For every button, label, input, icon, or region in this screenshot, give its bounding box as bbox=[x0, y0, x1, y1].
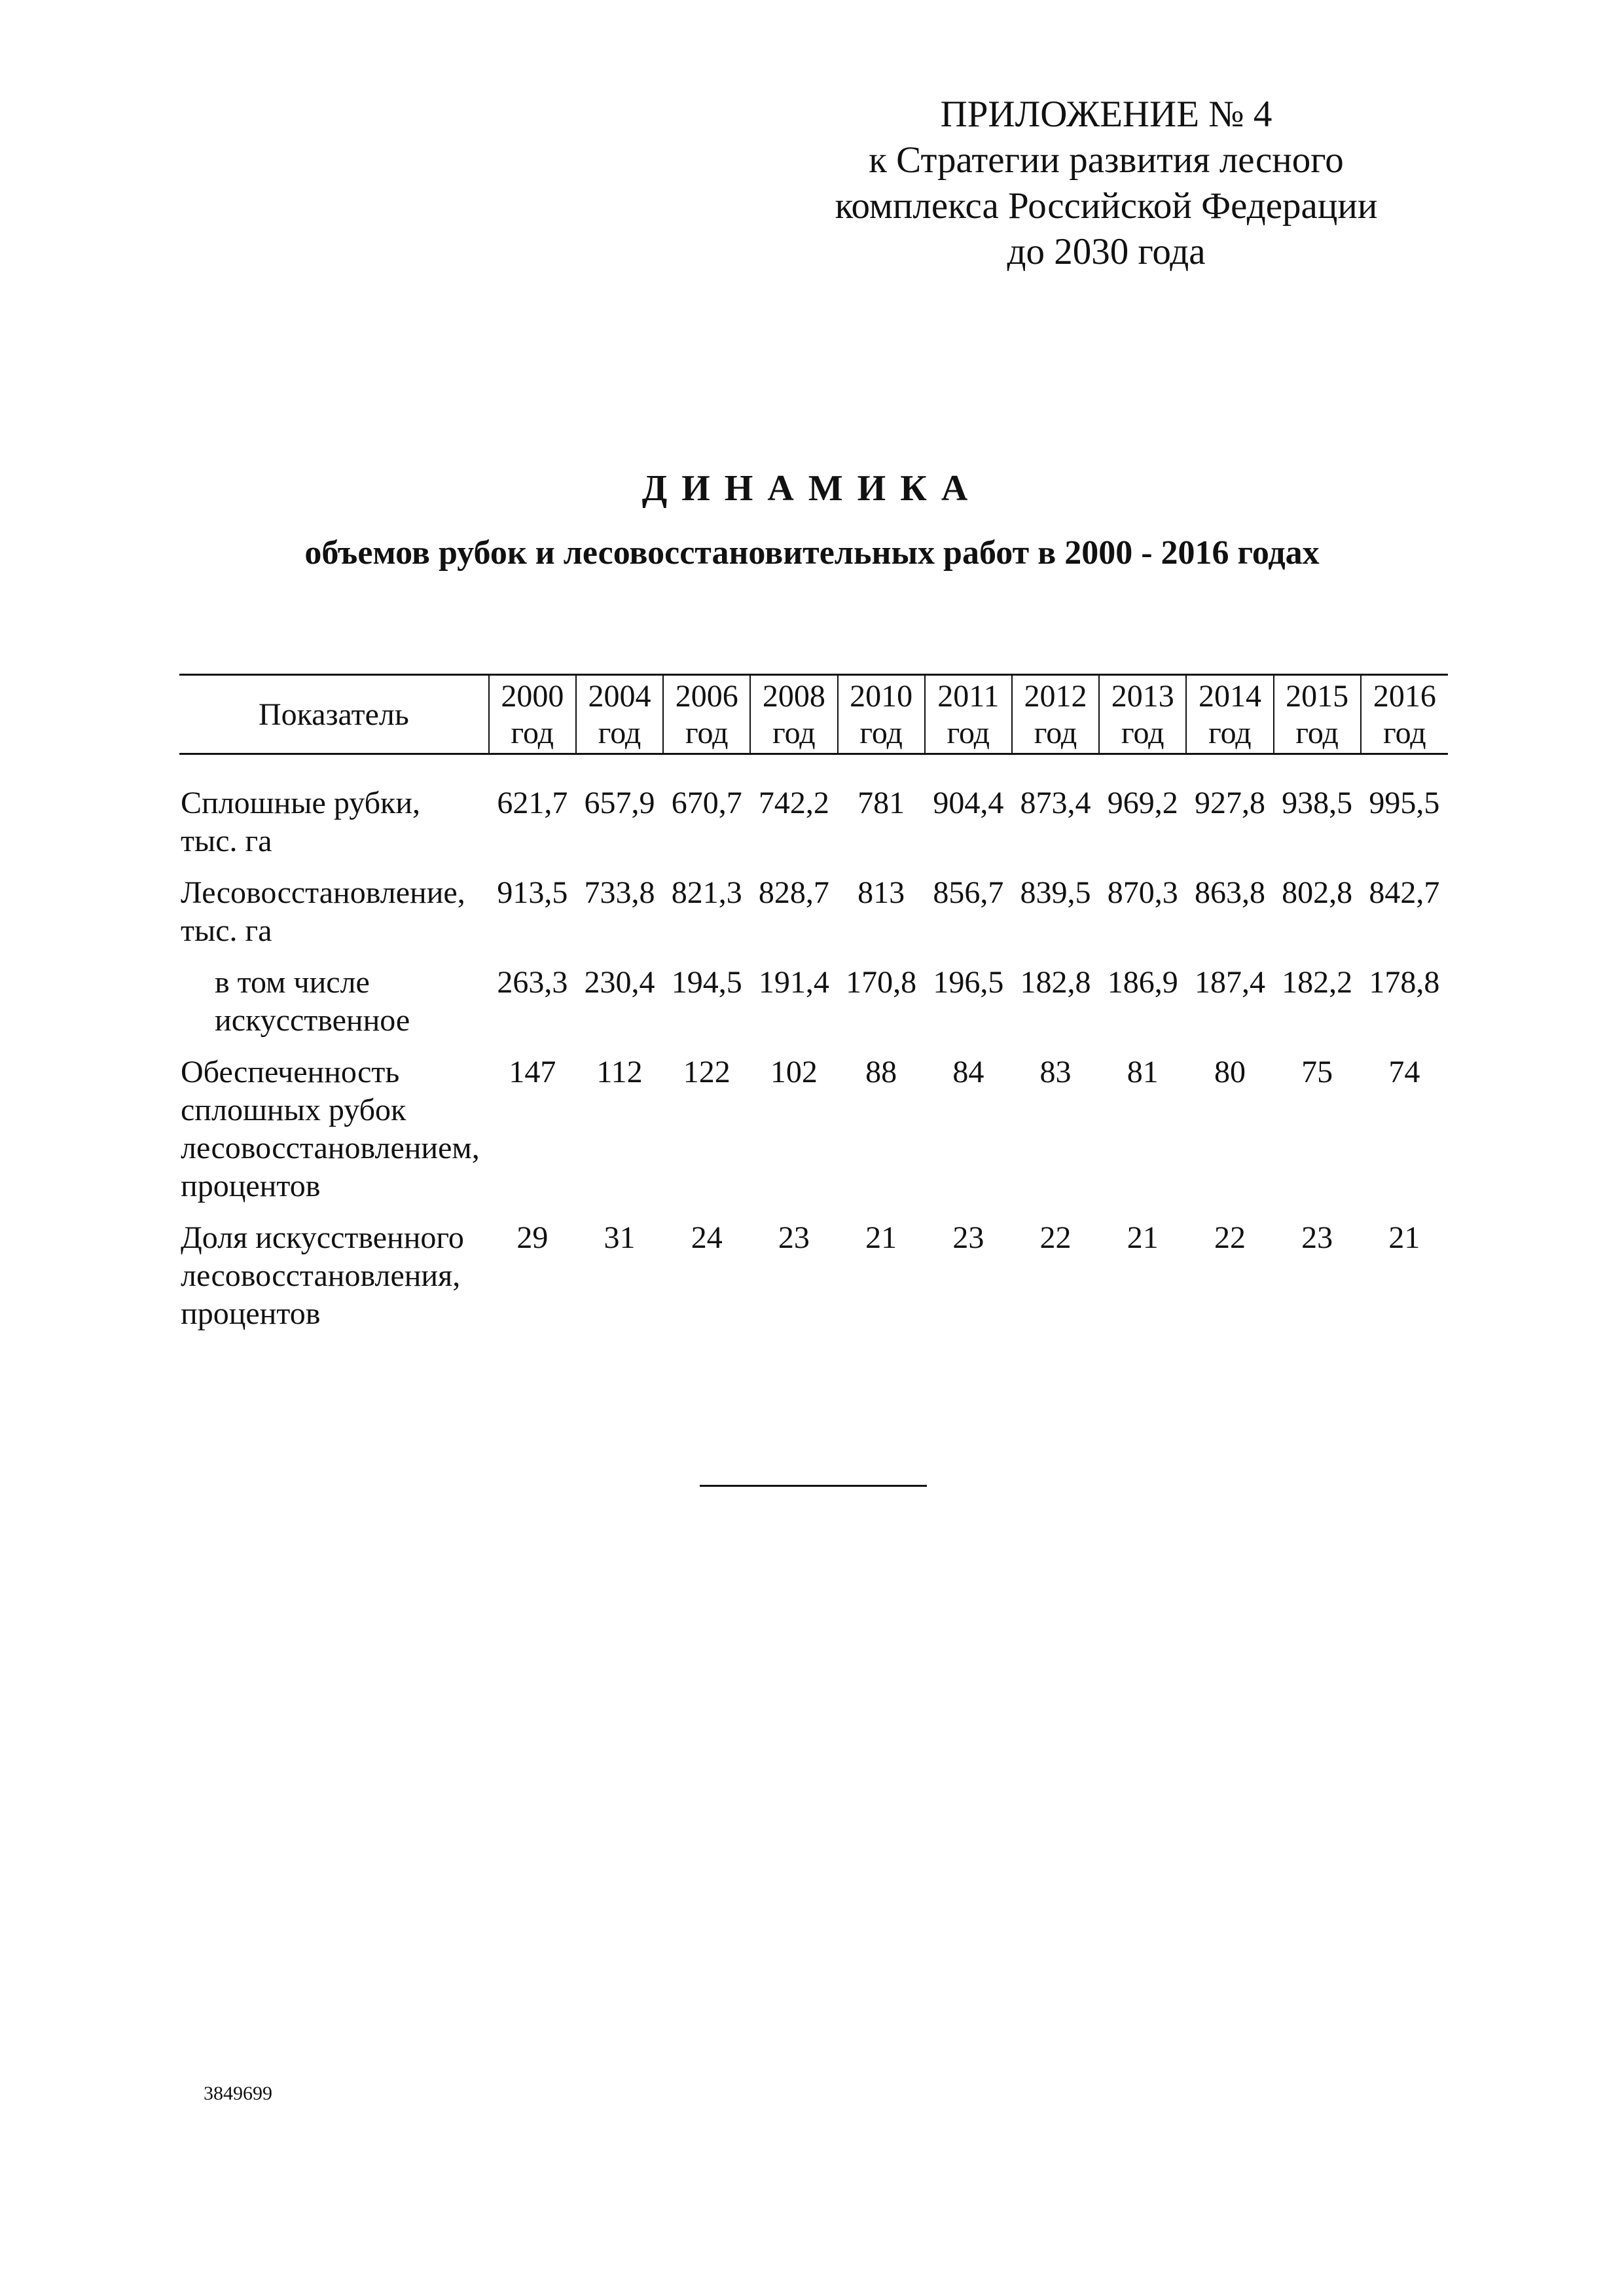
table-cell: 186,9 bbox=[1107, 965, 1178, 1000]
table-cell: 802,8 bbox=[1282, 875, 1353, 910]
indicator-column-header: Показатель bbox=[179, 675, 489, 754]
table-cell: 657,9 bbox=[584, 786, 655, 820]
table-cell: 927,8 bbox=[1194, 786, 1265, 820]
table-cell: 995,5 bbox=[1369, 786, 1440, 820]
indicator-name-line: Обеспеченность bbox=[181, 1055, 400, 1089]
table-cell: 23 bbox=[1301, 1220, 1333, 1255]
year-column-header bbox=[663, 675, 750, 754]
table-cell: 147 bbox=[509, 1055, 556, 1089]
year-column-header bbox=[750, 675, 837, 754]
table-cell: 29 bbox=[516, 1220, 549, 1255]
indicator-name-line: искусственное bbox=[215, 1003, 410, 1038]
year-column-header bbox=[1186, 675, 1273, 754]
appendix-line-1: ПРИЛОЖЕНИЕ № 4 bbox=[940, 94, 1272, 135]
dynamics-table bbox=[179, 674, 1448, 1347]
appendix-line-3: комплекса Российской Федерации bbox=[835, 185, 1378, 227]
indicator-name-line: Доля искусственного bbox=[181, 1220, 464, 1255]
appendix-line-4: до 2030 года bbox=[1007, 231, 1206, 272]
table-cell: 621,7 bbox=[497, 786, 568, 820]
table-cell: 870,3 bbox=[1107, 875, 1178, 910]
table-cell: 263,3 bbox=[497, 965, 568, 1000]
table-cell: 21 bbox=[1388, 1220, 1420, 1255]
table-cell: 187,4 bbox=[1194, 965, 1265, 1000]
table-cell: 170,8 bbox=[846, 965, 917, 1000]
table-cell: 873,4 bbox=[1020, 786, 1091, 820]
indicator-name-line: сплошных рубок bbox=[181, 1093, 406, 1127]
indicator-name-line: тыс. га bbox=[181, 824, 272, 858]
year-unit-label: год bbox=[1208, 716, 1252, 750]
year-label: 2015 bbox=[1286, 679, 1349, 714]
table-cell: 842,7 bbox=[1369, 875, 1440, 910]
table-cell: 182,8 bbox=[1020, 965, 1091, 1000]
table-cell: 24 bbox=[691, 1220, 723, 1255]
table-row bbox=[179, 1053, 1448, 1219]
document-subtitle: объемов рубок и лесовосстановительных работ в 2000 - 2016 годах bbox=[304, 534, 1320, 572]
year-label: 2000 bbox=[501, 679, 564, 714]
table-cell: 191,4 bbox=[758, 965, 829, 1000]
table-cell: 83 bbox=[1039, 1055, 1072, 1089]
indicator-name-line: Лесовосстановление, bbox=[181, 875, 465, 910]
table-cell: 31 bbox=[604, 1220, 636, 1255]
table-cell: 196,5 bbox=[933, 965, 1004, 1000]
year-column-header bbox=[489, 675, 576, 754]
year-unit-label: год bbox=[511, 716, 554, 750]
table-cell: 22 bbox=[1039, 1220, 1072, 1255]
table-cell: 742,2 bbox=[758, 786, 829, 820]
year-column-header bbox=[838, 675, 925, 754]
table-cell: 102 bbox=[770, 1055, 818, 1089]
table-cell: 75 bbox=[1301, 1055, 1333, 1089]
year-unit-label: год bbox=[598, 716, 641, 750]
document-title: ДИНАМИКА bbox=[641, 468, 983, 509]
document-number: 3849699 bbox=[204, 2083, 272, 2104]
year-label: 2010 bbox=[850, 679, 913, 714]
table-row bbox=[179, 1219, 1448, 1347]
indicator-name bbox=[179, 964, 489, 1053]
table-body bbox=[179, 754, 1448, 1347]
table-cell: 178,8 bbox=[1369, 965, 1440, 1000]
year-unit-label: год bbox=[1034, 716, 1077, 750]
table-cell: 670,7 bbox=[671, 786, 742, 820]
table-cell: 863,8 bbox=[1194, 875, 1265, 910]
year-unit-label: год bbox=[947, 716, 990, 750]
table-cell: 856,7 bbox=[933, 875, 1004, 910]
table-cell: 23 bbox=[952, 1220, 984, 1255]
year-label: 2012 bbox=[1024, 679, 1087, 714]
year-unit-label: год bbox=[1295, 716, 1339, 750]
year-label: 2008 bbox=[762, 679, 825, 714]
table-cell: 88 bbox=[865, 1055, 897, 1089]
year-label: 2014 bbox=[1198, 679, 1261, 714]
table-cell: 230,4 bbox=[584, 965, 655, 1000]
table-cell: 194,5 bbox=[671, 965, 742, 1000]
table-cell: 21 bbox=[1127, 1220, 1159, 1255]
table-cell: 74 bbox=[1388, 1055, 1420, 1089]
table-cell: 84 bbox=[952, 1055, 984, 1089]
table-cell: 21 bbox=[865, 1220, 897, 1255]
year-label: 2011 bbox=[937, 679, 1000, 714]
table-cell: 969,2 bbox=[1107, 786, 1178, 820]
year-column-header bbox=[925, 675, 1012, 754]
table-cell: 112 bbox=[596, 1055, 643, 1089]
table-cell: 733,8 bbox=[584, 875, 655, 910]
year-label: 2016 bbox=[1373, 679, 1436, 714]
year-unit-label: год bbox=[772, 716, 816, 750]
year-label: 2004 bbox=[588, 679, 651, 714]
table-cell: 938,5 bbox=[1282, 786, 1353, 820]
table-cell: 781 bbox=[857, 786, 905, 820]
appendix-header bbox=[812, 92, 1401, 275]
indicator-name bbox=[179, 1219, 489, 1347]
year-unit-label: год bbox=[1121, 716, 1164, 750]
year-column-header bbox=[1099, 675, 1186, 754]
table-cell: 821,3 bbox=[671, 875, 742, 910]
indicator-name-line: в том числе bbox=[215, 965, 370, 1000]
indicator-name-line: лесовосстановления, bbox=[181, 1258, 461, 1293]
indicator-name-line: лесовосстановлением, bbox=[181, 1131, 480, 1165]
indicator-name-line: процентов bbox=[181, 1169, 321, 1203]
table-cell: 813 bbox=[857, 875, 905, 910]
year-column-header bbox=[576, 675, 663, 754]
table-spacer-row bbox=[179, 754, 1448, 785]
table-cell: 913,5 bbox=[497, 875, 568, 910]
year-label: 2013 bbox=[1111, 679, 1174, 714]
year-unit-label: год bbox=[1383, 716, 1426, 750]
year-column-header bbox=[1012, 675, 1099, 754]
year-column-header bbox=[1361, 675, 1448, 754]
indicator-name-line: процентов bbox=[181, 1296, 321, 1331]
end-divider bbox=[700, 1485, 927, 1487]
table-cell: 122 bbox=[683, 1055, 731, 1089]
table-cell: 81 bbox=[1127, 1055, 1159, 1089]
indicator-name bbox=[179, 874, 489, 964]
year-column-header bbox=[1274, 675, 1361, 754]
table-row bbox=[179, 874, 1448, 964]
appendix-line-2: к Стратегии развития лесного bbox=[869, 139, 1344, 181]
indicator-name-line: Сплошные рубки, bbox=[181, 786, 421, 820]
table-cell: 22 bbox=[1214, 1220, 1246, 1255]
indicator-name bbox=[179, 784, 489, 874]
table-cell: 904,4 bbox=[933, 786, 1004, 820]
year-unit-label: год bbox=[859, 716, 903, 750]
indicator-name-line: тыс. га bbox=[181, 913, 272, 948]
table-cell: 839,5 bbox=[1020, 875, 1091, 910]
year-label: 2006 bbox=[675, 679, 738, 714]
table-cell: 23 bbox=[778, 1220, 810, 1255]
table-cell: 828,7 bbox=[758, 875, 829, 910]
table-row bbox=[179, 784, 1448, 874]
table-cell: 80 bbox=[1214, 1055, 1246, 1089]
table-row bbox=[179, 964, 1448, 1053]
year-unit-label: год bbox=[685, 716, 729, 750]
table-cell: 182,2 bbox=[1282, 965, 1353, 1000]
table-header-row bbox=[179, 675, 1448, 754]
indicator-name bbox=[179, 1053, 489, 1219]
